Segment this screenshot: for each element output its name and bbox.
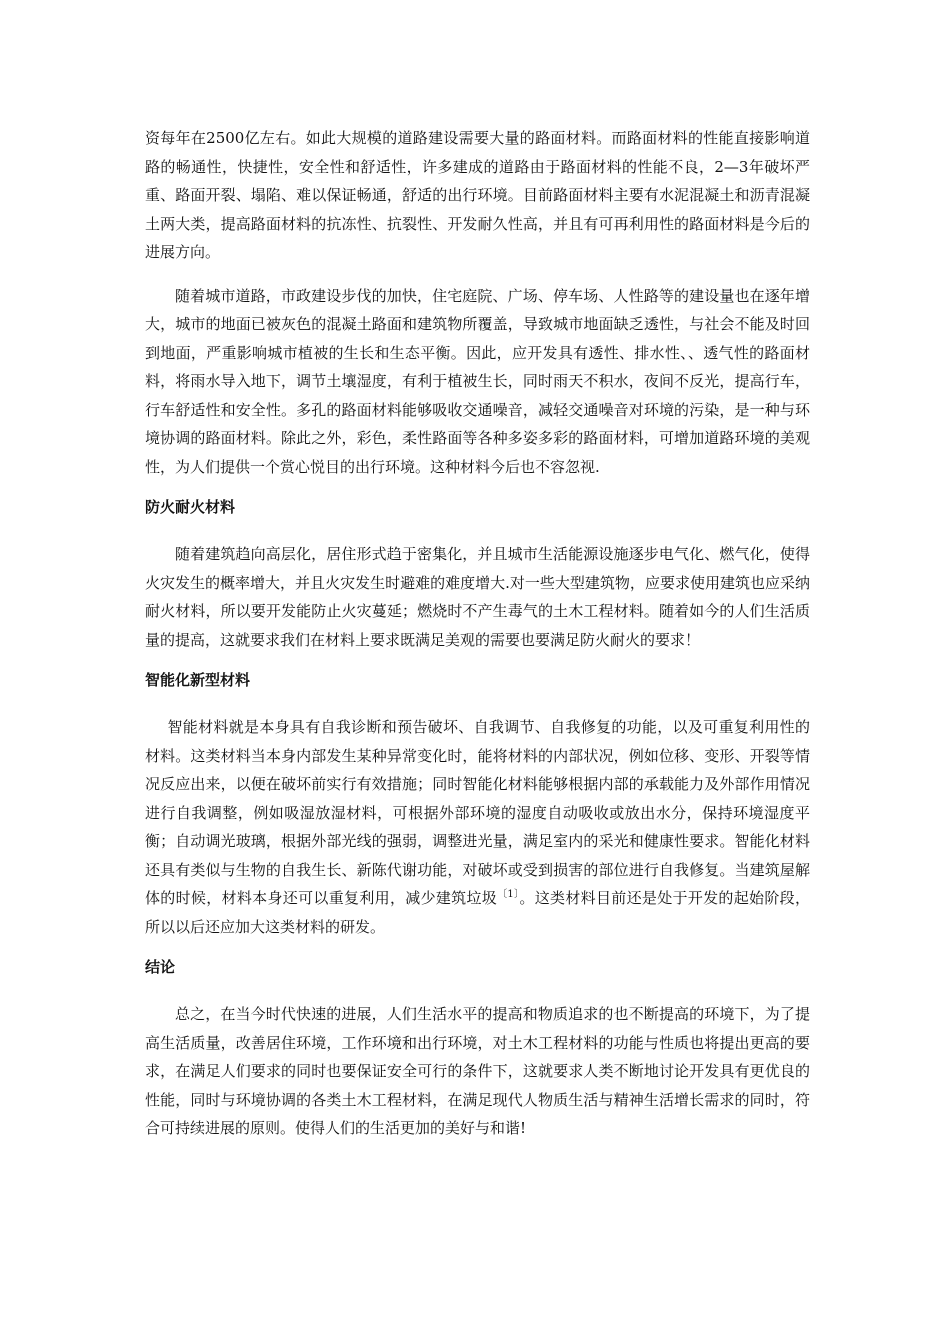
section-heading-smart: 智能化新型材料 [145, 671, 251, 689]
section-heading-conclusion: 结论 [145, 958, 176, 976]
paragraph-conclusion: 总之，在当今时代快速的进展，人们生活水平的提高和物质追求的也不断提高的环境下，为了提高生活质量，改善居住环境，工作环境和出行环境，对土木工程材料的功能与性质也将提出更高的要求，在满足人们要求的同时也要保证安全可行的条件下，这就要求人类不断地讨论开发具有更优良的性能，同时与环境协调的各类土木工程材料，在满足现代人物质生活与精神生活增长需求的同时，符合可持续进展的原则。使得人们的生活更加的美好与和谐! [145, 1005, 810, 1137]
smart-text-part-2: 。这类材料目前还是处于开发的起始阶段，所以以后还应加大这类材料的研发。 [145, 889, 810, 936]
document-page [145, 124, 810, 1158]
paragraph-smart-materials [145, 713, 810, 941]
paragraph-permeable-paving: 随着城市道路，市政建设步伐的加快，住宅庭院、广场、停车场、人性路等的建设量也在逐年增大，城市的地面已被灰色的混凝土路面和建筑物所覆盖，导致城市地面缺乏透性，与社会不能及时回到地面，严重影响城市植被的生长和生态平衡。因此，应开发具有透性、排水性、、透气性的路面材料，将雨水导入地下，调节土壤湿度，有利于植被生长，同时雨天不积水，夜间不反光，提高行车，行车舒适性和安全性。多孔的路面材料能够吸收交通噪音，减轻交通噪音对环境的污染，是一种与环境协调的路面材料。除此之外，彩色，柔性路面等各种多姿多彩的路面材料，可增加道路环境的美观性，为人们提供一个赏心悦目的出行环境。这种材料今后也不容忽视. [145, 286, 810, 476]
section-heading-fire: 防火耐火材料 [145, 498, 236, 516]
citation-reference: 〔1〕 [497, 889, 520, 900]
paragraph-fire-resistant: 随着建筑趋向高层化，居住形式趋于密集化，并且城市生活能源设施逐步电气化、燃气化，使得火灾发生的概率增大，并且火灾发生时避难的难度增大.对一些大型建筑物，应要求使用建筑也应采纳耐火材料，所以要开发能防止火灾蔓延；燃烧时不产生毒气的土木工程材料。随着如今的人们生活质量的提高，这就要求我们在材料上要求既满足美观的需要也要满足防火耐火的要求！ [145, 545, 810, 649]
paragraph-road-materials: 资每年在2500亿左右。如此大规模的道路建设需要大量的路面材料。而路面材料的性能直接影响道路的畅通性，快捷性，安全性和舒适性，许多建成的道路由于路面材料的性能不良，2—3年破坏严重、路面开裂、塌陷、难以保证畅通，舒适的出行环境。目前路面材料主要有水泥混凝土和沥青混凝土两大类，提高路面材料的抗冻性、抗裂性、开发耐久性高，并且有可再利用性的路面材料是今后的进展方向。 [145, 129, 810, 261]
smart-text-part-1: 智能材料就是本身具有自我诊断和预告破坏、自我调节、自我修复的功能，以及可重复利用性的材料。这类材料当本身内部发生某种异常变化时，能将材料的内部状况，例如位移、变形、开裂等情况反应出来，以便在破坏前实行有效措施；同时智能化材料能够根据内部的承载能力及外部作用情况进行自我调整，例如吸湿放湿材料，可根据外部环境的湿度自动吸收或放出水分，保持环境湿度平衡；自动调光玻璃，根据外部光线的强弱，调整进光量，满足室内的采光和健康性要求。智能化材料还具有类似与生物的自我生长、新陈代谢功能，对破坏或受到损害的部位进行自我修复。当建筑屋解体的时候，材料本身还可以重复利用，减少建筑垃圾 [145, 718, 810, 907]
